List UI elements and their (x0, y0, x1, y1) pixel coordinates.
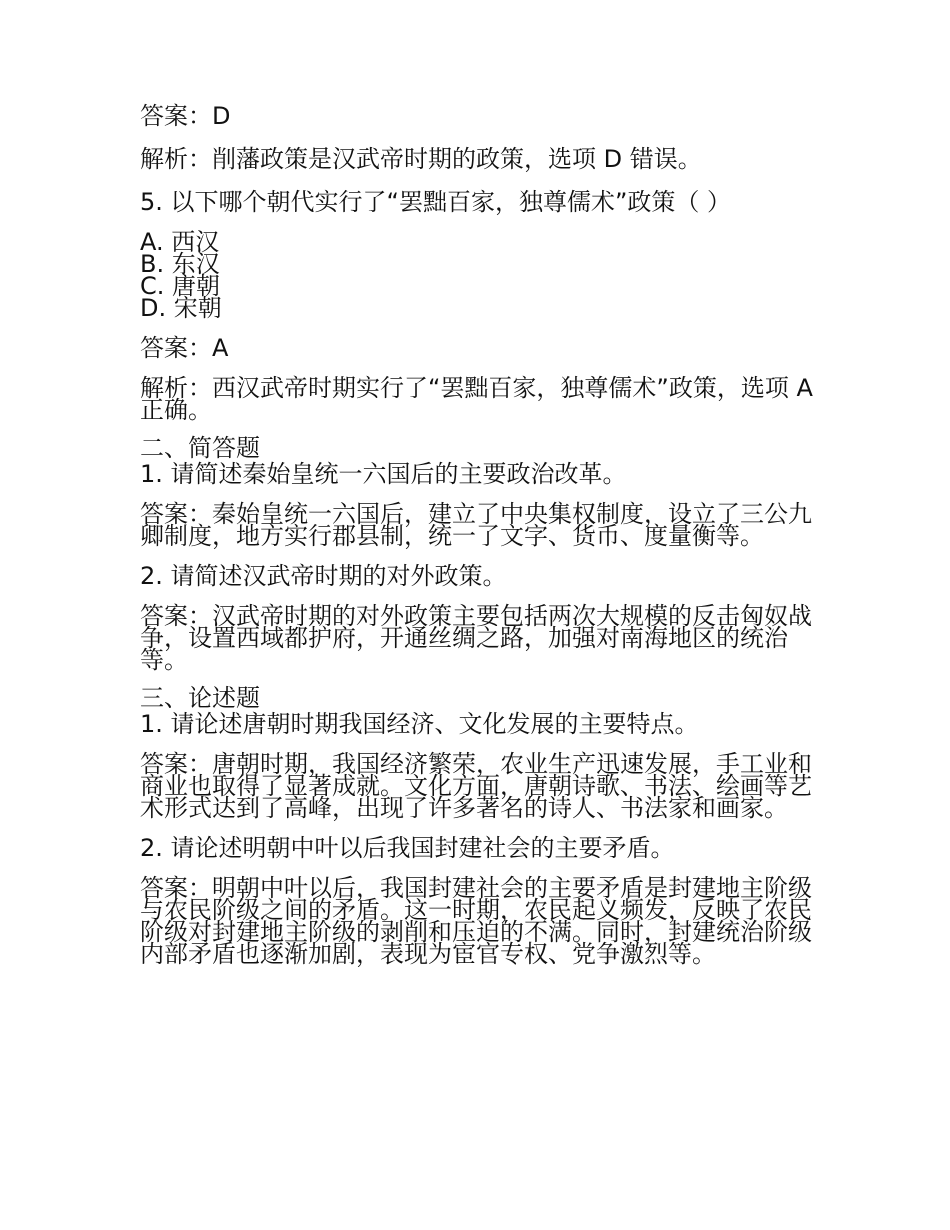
section-3-title: 三、论述题 (140, 684, 260, 712)
previous-answer: 答案：D (140, 102, 231, 130)
section-2-question-2: 2. 请简述汉武帝时期的对外政策。 (140, 562, 507, 590)
question-5: 5. 以下哪个朝代实行了“罢黜百家，独尊儒术”政策（ ） (140, 188, 732, 216)
section-3-answer-2: 答案：明朝中叶以后，我国封建社会的主要矛盾是封建地主阶级与农民阶级之间的矛盾。这一时期，农民起义频发，反映了农民阶级对封建地主阶级的剥削和压迫的不满。同时，封建统治阶级内部矛盾也逐渐加剧，表现为宦官专权、党争激烈等。 (140, 874, 812, 968)
question-5-answer: 答案：A (140, 334, 229, 362)
section-2-title: 二、简答题 (140, 434, 260, 462)
previous-analysis: 解析：削藩政策是汉武帝时期的政策，选项 D 错误。 (140, 145, 702, 173)
section-3-question-2: 2. 请论述明朝中叶以后我国封建社会的主要矛盾。 (140, 834, 675, 862)
option-a: A. 西汉 (140, 228, 220, 256)
section-3-question-1: 1. 请论述唐朝时期我国经济、文化发展的主要特点。 (140, 710, 699, 738)
document-page (140, 102, 820, 980)
question-5-analysis: 解析：西汉武帝时期实行了“罢黜百家，独尊儒术”政策，选项 A 正确。 (140, 374, 821, 424)
section-2-answer-2: 答案：汉武帝时期的对外政策主要包括两次大规模的反击匈奴战争，设置西域都护府，开通丝绸之路，加强对南海地区的统治等。 (140, 602, 812, 674)
option-c: C. 唐朝 (140, 272, 221, 300)
option-d: D. 宋朝 (140, 294, 222, 322)
section-3-answer-1: 答案：唐朝时期，我国经济繁荣，农业生产迅速发展，手工业和商业也取得了显著成就。文化方面，唐朝诗歌、书法、绘画等艺术形式达到了高峰，出现了许多著名的诗人、书法家和画家。 (140, 750, 812, 822)
question-5-options (140, 228, 820, 322)
section-2-answer-1: 答案：秦始皇统一六国后，建立了中央集权制度，设立了三公九卿制度，地方实行郡县制，统一了文字、货币、度量衡等。 (140, 500, 812, 550)
option-b: B. 东汉 (140, 250, 220, 278)
section-2-question-1: 1. 请简述秦始皇统一六国后的主要政治改革。 (140, 460, 627, 488)
